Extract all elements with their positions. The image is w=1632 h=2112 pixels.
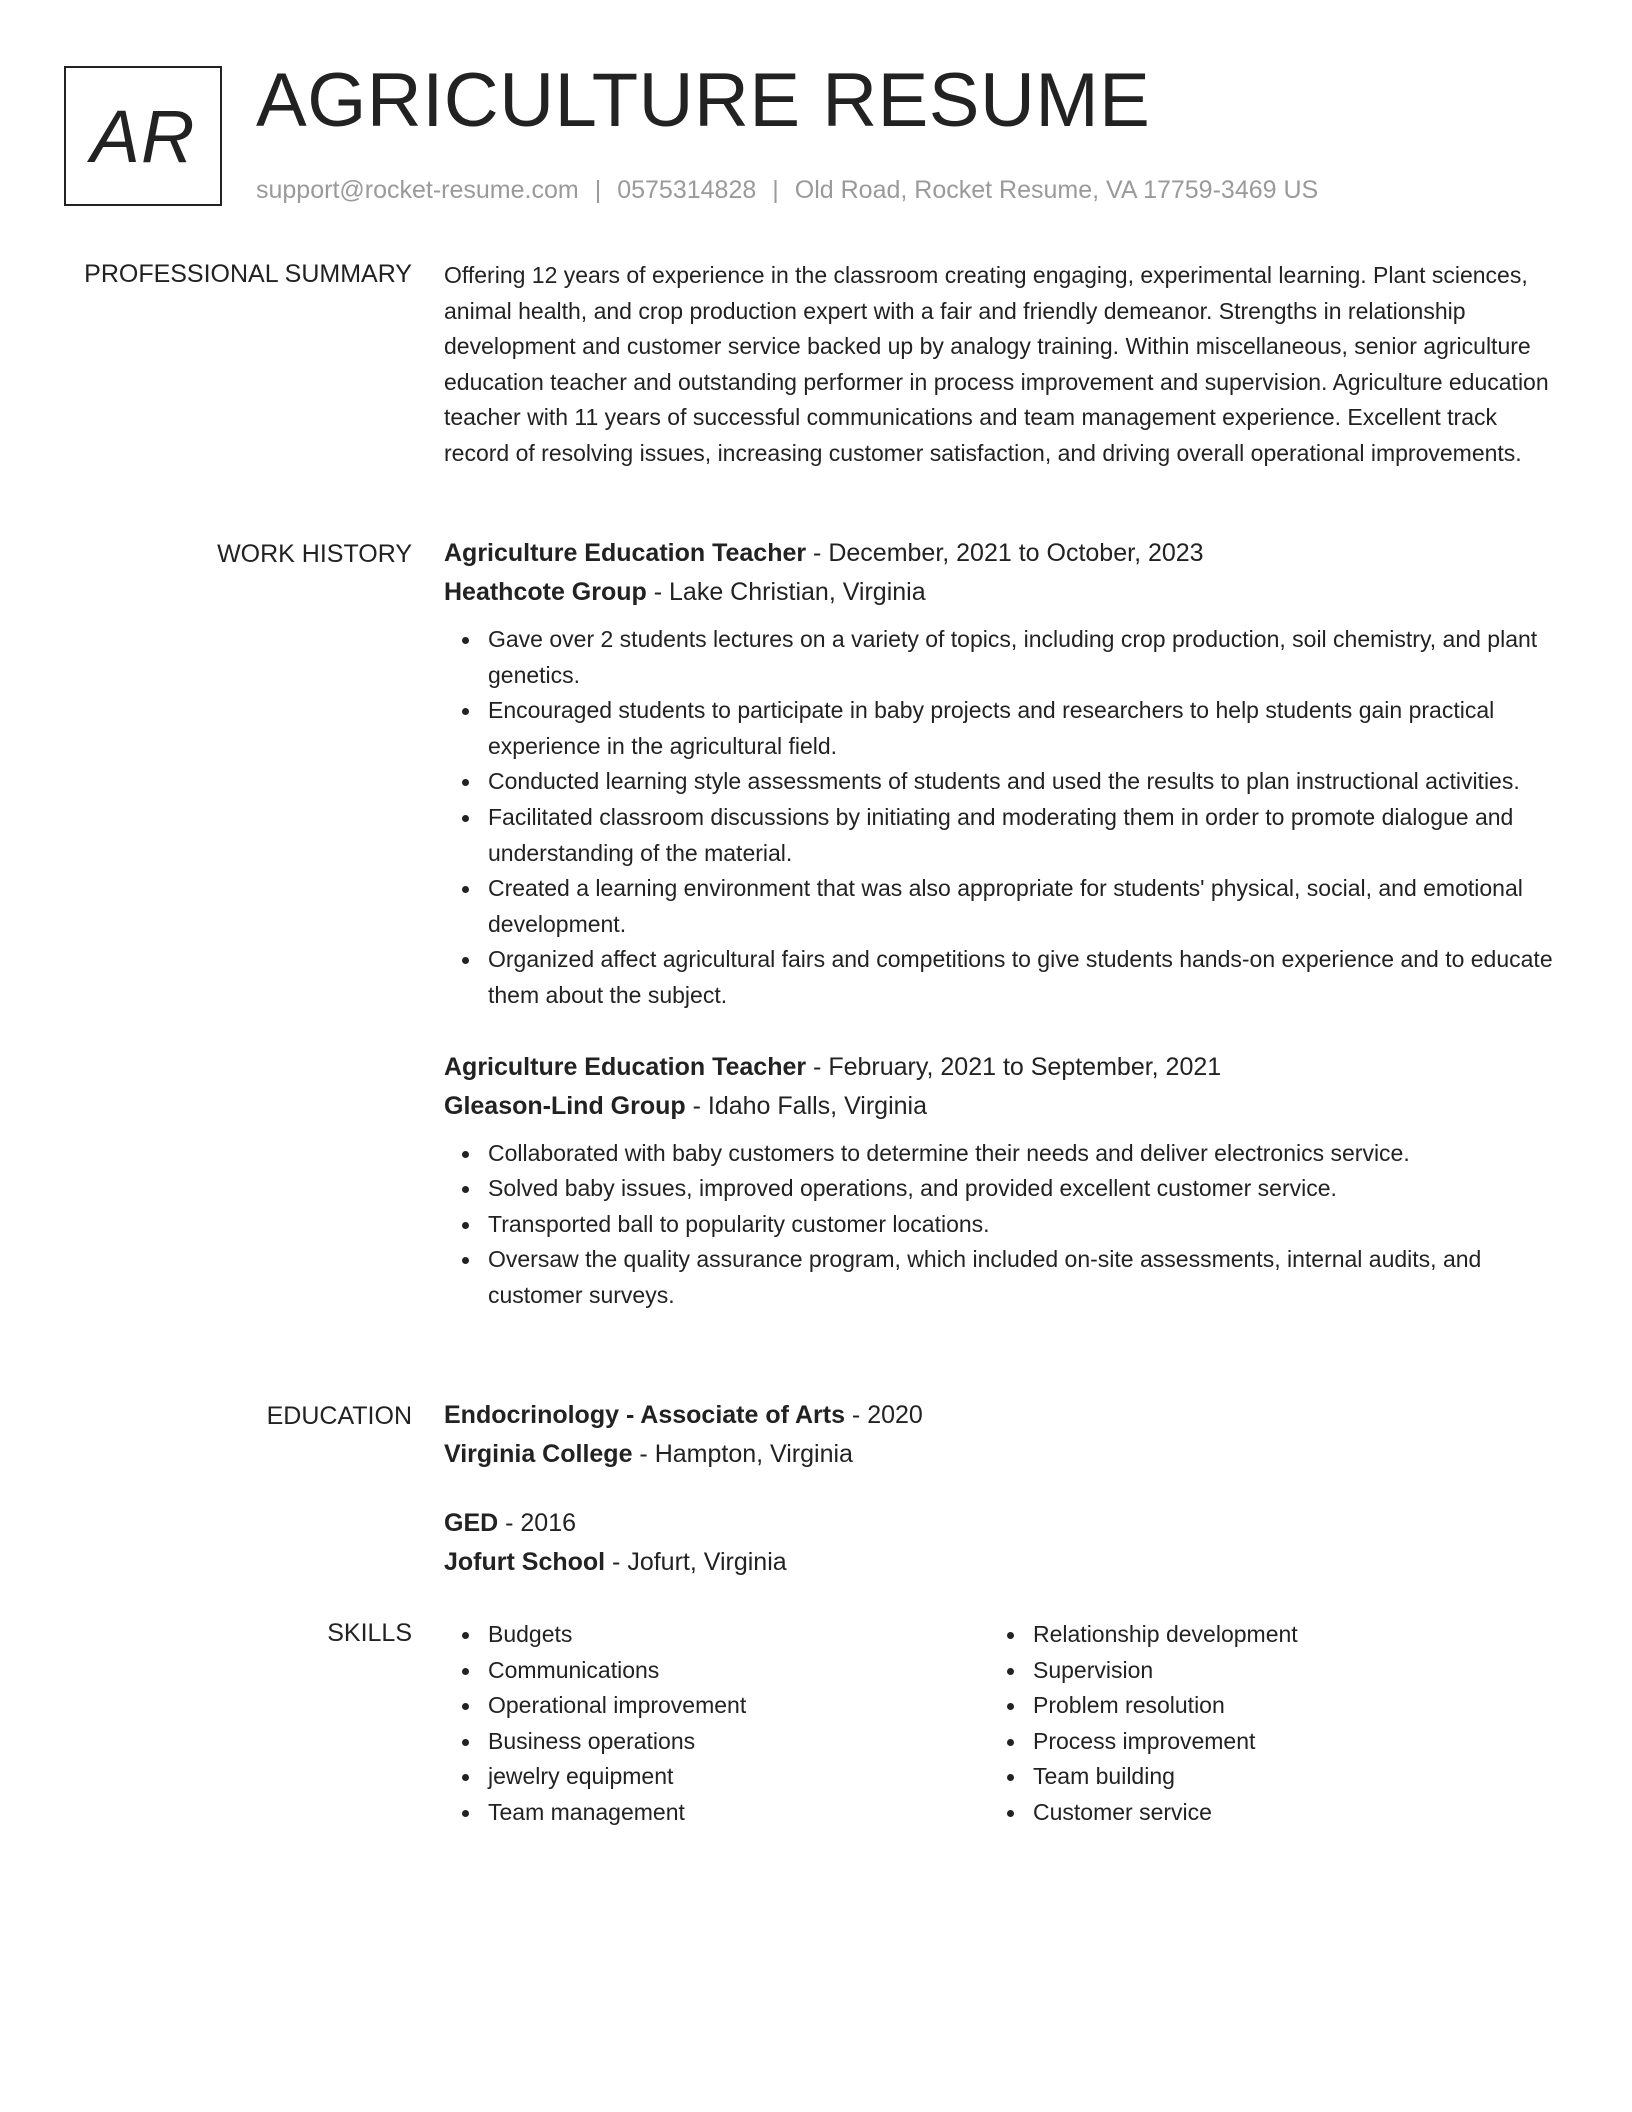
job-entry [444,534,1564,1014]
education-degree: Endocrinology - Associate of Arts [444,1401,845,1429]
work-history-body [444,534,1564,1314]
contact-phone: 0575314828 [617,176,757,204]
contact-email: support@rocket-resume.com [256,176,579,204]
job-company-line [444,1087,1564,1126]
education-year: - 2016 [498,1509,577,1537]
skill-item: Team building [1033,1759,1534,1795]
education-heading: EDUCATION [266,1402,412,1430]
job-duty: Facilitated classroom discussions by initiating and moderating them in order to promote dialogue and understanding of the material. [488,800,1564,871]
job-duty: Conducted learning style assessments of students and used the results to plan instructional activities. [488,764,1564,800]
skill-item: Operational improvement [488,1688,989,1724]
job-company: Gleason-Lind Group [444,1091,686,1120]
job-duty: Encouraged students to participate in baby projects and researchers to help students gain practical experience in the agricultural field. [488,693,1564,764]
skills-heading: SKILLS [327,1619,412,1647]
skills-list [989,1617,1534,1831]
job-duty: Organized affect agricultural fairs and competitions to give students hands-on experience and to educate them about the subject. [488,942,1564,1013]
education-body [444,1396,1564,1582]
skill-item: Supervision [1033,1653,1534,1689]
job-duty: Collaborated with baby customers to determine their needs and deliver electronics service. [488,1136,1564,1172]
skill-item: Communications [488,1653,989,1689]
job-duty: Created a learning environment that was also appropriate for students' physical, social, and emotional development. [488,871,1564,942]
work-history-heading: WORK HISTORY [217,540,412,568]
education-school-line [444,1435,1564,1474]
job-duties-list [444,1136,1564,1314]
job-duty: Gave over 2 students lectures on a variety of topics, including crop production, soil chemistry, and plant genetics. [488,622,1564,693]
job-title: Agriculture Education Teacher [444,539,807,567]
job-duty: Solved baby issues, improved operations, and provided excellent customer service. [488,1171,1564,1207]
education-school: Virginia College [444,1440,633,1468]
skill-item: Problem resolution [1033,1688,1534,1724]
education-year: - 2020 [844,1401,923,1429]
skills-columns [444,1617,1564,1831]
education-entry [444,1396,1564,1474]
job-duties-list [444,622,1564,1014]
skills-column-left [444,1617,989,1831]
job-location: - Idaho Falls, Virginia [685,1091,927,1120]
job-company: Heathcote Group [444,578,647,606]
job-entry [444,1048,1564,1314]
education-school: Jofurt School [444,1548,606,1576]
job-location: - Lake Christian, Virginia [646,578,926,606]
summary-heading: PROFESSIONAL SUMMARY [84,260,412,288]
skills-body [444,1617,1564,1831]
education-degree: GED [444,1509,499,1537]
skill-item: Budgets [488,1617,989,1653]
skill-item: Process improvement [1033,1724,1534,1760]
skills-list [444,1617,989,1831]
monogram-box [64,66,222,206]
job-company-line [444,573,1564,612]
summary-text: Offering 12 years of experience in the classroom creating engaging, experimental learning. Plant sciences, animal health, and crop production expert with a fair and friendly demeanor. Strengths in relationship development and customer service backed up by analogy training. Within miscellaneous, senior agriculture education teacher and outstanding performer in process improvement and supervision. Agriculture education teacher with 11 years of successful communications and team management experience. Excellent track record of resolving issues, increasing customer satisfaction, and driving overall operational improvements. [444,262,1549,466]
job-title: Agriculture Education Teacher [444,1052,807,1081]
contact-separator: | [772,176,779,204]
education-school-line [444,1543,1564,1582]
job-title-line [444,534,1564,573]
skills-column-right [989,1617,1534,1831]
education-entry [444,1504,1564,1582]
contact-separator: | [594,176,602,204]
monogram-initials: AR [90,94,196,178]
skill-item: Team management [488,1795,989,1831]
contact-line [256,174,1318,206]
education-degree-line [444,1504,1564,1543]
skill-item: Customer service [1033,1795,1534,1831]
education-location: - Hampton, Virginia [632,1440,853,1468]
summary-body [444,258,1564,471]
skill-item: Business operations [488,1724,989,1760]
education-location: - Jofurt, Virginia [605,1548,787,1576]
skill-item: jewelry equipment [488,1759,989,1795]
job-dates: - December, 2021 to October, 2023 [806,539,1204,567]
job-duty: Oversaw the quality assurance program, which included on-site assessments, internal audits, and customer surveys. [488,1242,1564,1313]
job-dates: - February, 2021 to September, 2021 [806,1052,1222,1081]
job-title-line [444,1048,1564,1087]
education-degree-line [444,1396,1564,1435]
contact-address: Old Road, Rocket Resume, VA 17759-3469 US [794,176,1319,204]
skill-item: Relationship development [1033,1617,1534,1653]
resume-name: AGRICULTURE RESUME [256,58,1151,143]
job-duty: Transported ball to popularity customer locations. [488,1207,1564,1243]
